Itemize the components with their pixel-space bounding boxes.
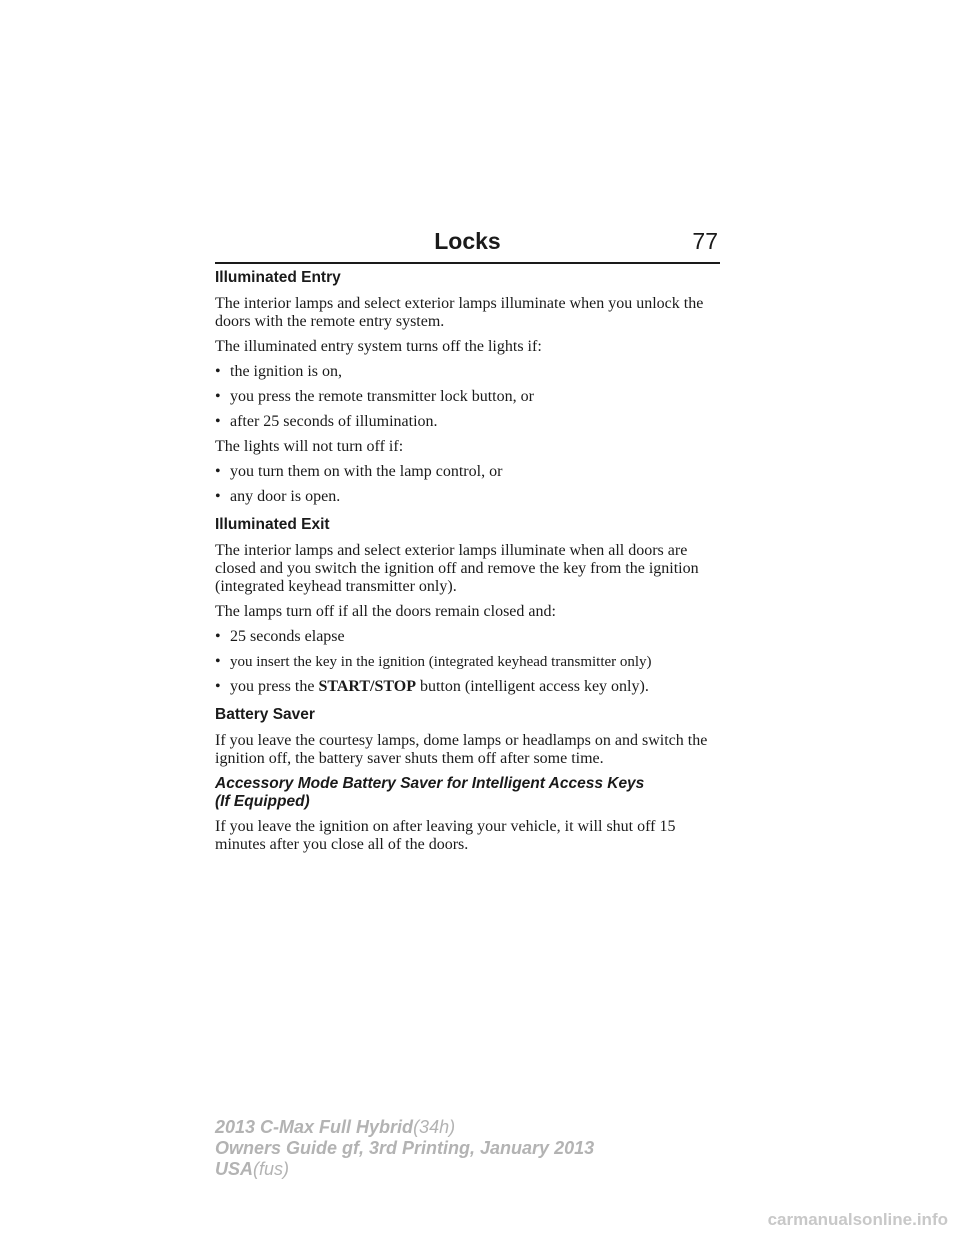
footer-guide: Owners Guide gf, 3rd Printing, January 2013 bbox=[215, 1138, 595, 1158]
list-item: • any door is open. bbox=[215, 488, 341, 505]
heading-battery-saver: Battery Saver bbox=[215, 706, 315, 723]
bullet-icon: • bbox=[215, 488, 221, 505]
bullet-icon: • bbox=[215, 678, 221, 695]
heading-illuminated-entry: Illuminated Entry bbox=[215, 269, 341, 286]
paragraph: The interior lamps and select exterior lamps illuminate when all doors are closed and you switch the ignition off and remove the key from the ignition (integrated keyhead transmitter only). bbox=[215, 542, 699, 595]
footer-model: 2013 C-Max Full Hybrid bbox=[215, 1117, 414, 1137]
page-header bbox=[215, 226, 720, 264]
bullet-icon: • bbox=[215, 653, 221, 670]
paragraph: If you leave the ignition on after leaving your vehicle, it will shut off 15 minutes after you close all of the doors. bbox=[215, 818, 676, 853]
watermark: carmanualsonline.info bbox=[767, 1210, 948, 1229]
paragraph: The lights will not turn off if: bbox=[215, 438, 404, 455]
page-footer bbox=[215, 1117, 594, 1180]
paragraph: The illuminated entry system turns off the lights if: bbox=[215, 338, 542, 355]
bullet-icon: • bbox=[215, 388, 221, 405]
list-item: • 25 seconds elapse bbox=[215, 628, 345, 645]
footer-market: USA bbox=[215, 1159, 254, 1179]
list-item: • the ignition is on, bbox=[215, 363, 342, 380]
bullet-icon: • bbox=[215, 413, 221, 430]
start-stop-label: START/STOP bbox=[318, 678, 416, 695]
list-item: • you press the START/STOP button (intelligent access key only). bbox=[215, 678, 649, 695]
bullet-icon: • bbox=[215, 628, 221, 645]
subheading-accessory-mode: Accessory Mode Battery Saver for Intelligent Access Keys (If Equipped) bbox=[215, 775, 645, 810]
list-item: • you turn them on with the lamp control, or bbox=[215, 463, 503, 480]
paragraph: The interior lamps and select exterior lamps illuminate when you unlock the doors with the remote entry system. bbox=[215, 295, 704, 330]
page-number: 77 bbox=[692, 228, 718, 254]
list-item: • you insert the key in the ignition (integrated keyhead transmitter only) bbox=[215, 653, 652, 670]
footer-market-code: (fus) bbox=[253, 1159, 290, 1179]
heading-illuminated-exit: Illuminated Exit bbox=[215, 516, 330, 533]
list-item: • you press the remote transmitter lock button, or bbox=[215, 388, 534, 405]
bullet-icon: • bbox=[215, 463, 221, 480]
paragraph: The lamps turn off if all the doors remain closed and: bbox=[215, 603, 556, 620]
page-content bbox=[215, 268, 725, 861]
footer-model-code: (34h) bbox=[413, 1117, 456, 1137]
paragraph: If you leave the courtesy lamps, dome lamps or headlamps on and switch the ignition off, the battery saver shuts them off after some time. bbox=[215, 732, 708, 767]
bullet-icon: • bbox=[215, 363, 221, 380]
list-item: • after 25 seconds of illumination. bbox=[215, 413, 438, 430]
section-title: Locks bbox=[434, 228, 501, 254]
